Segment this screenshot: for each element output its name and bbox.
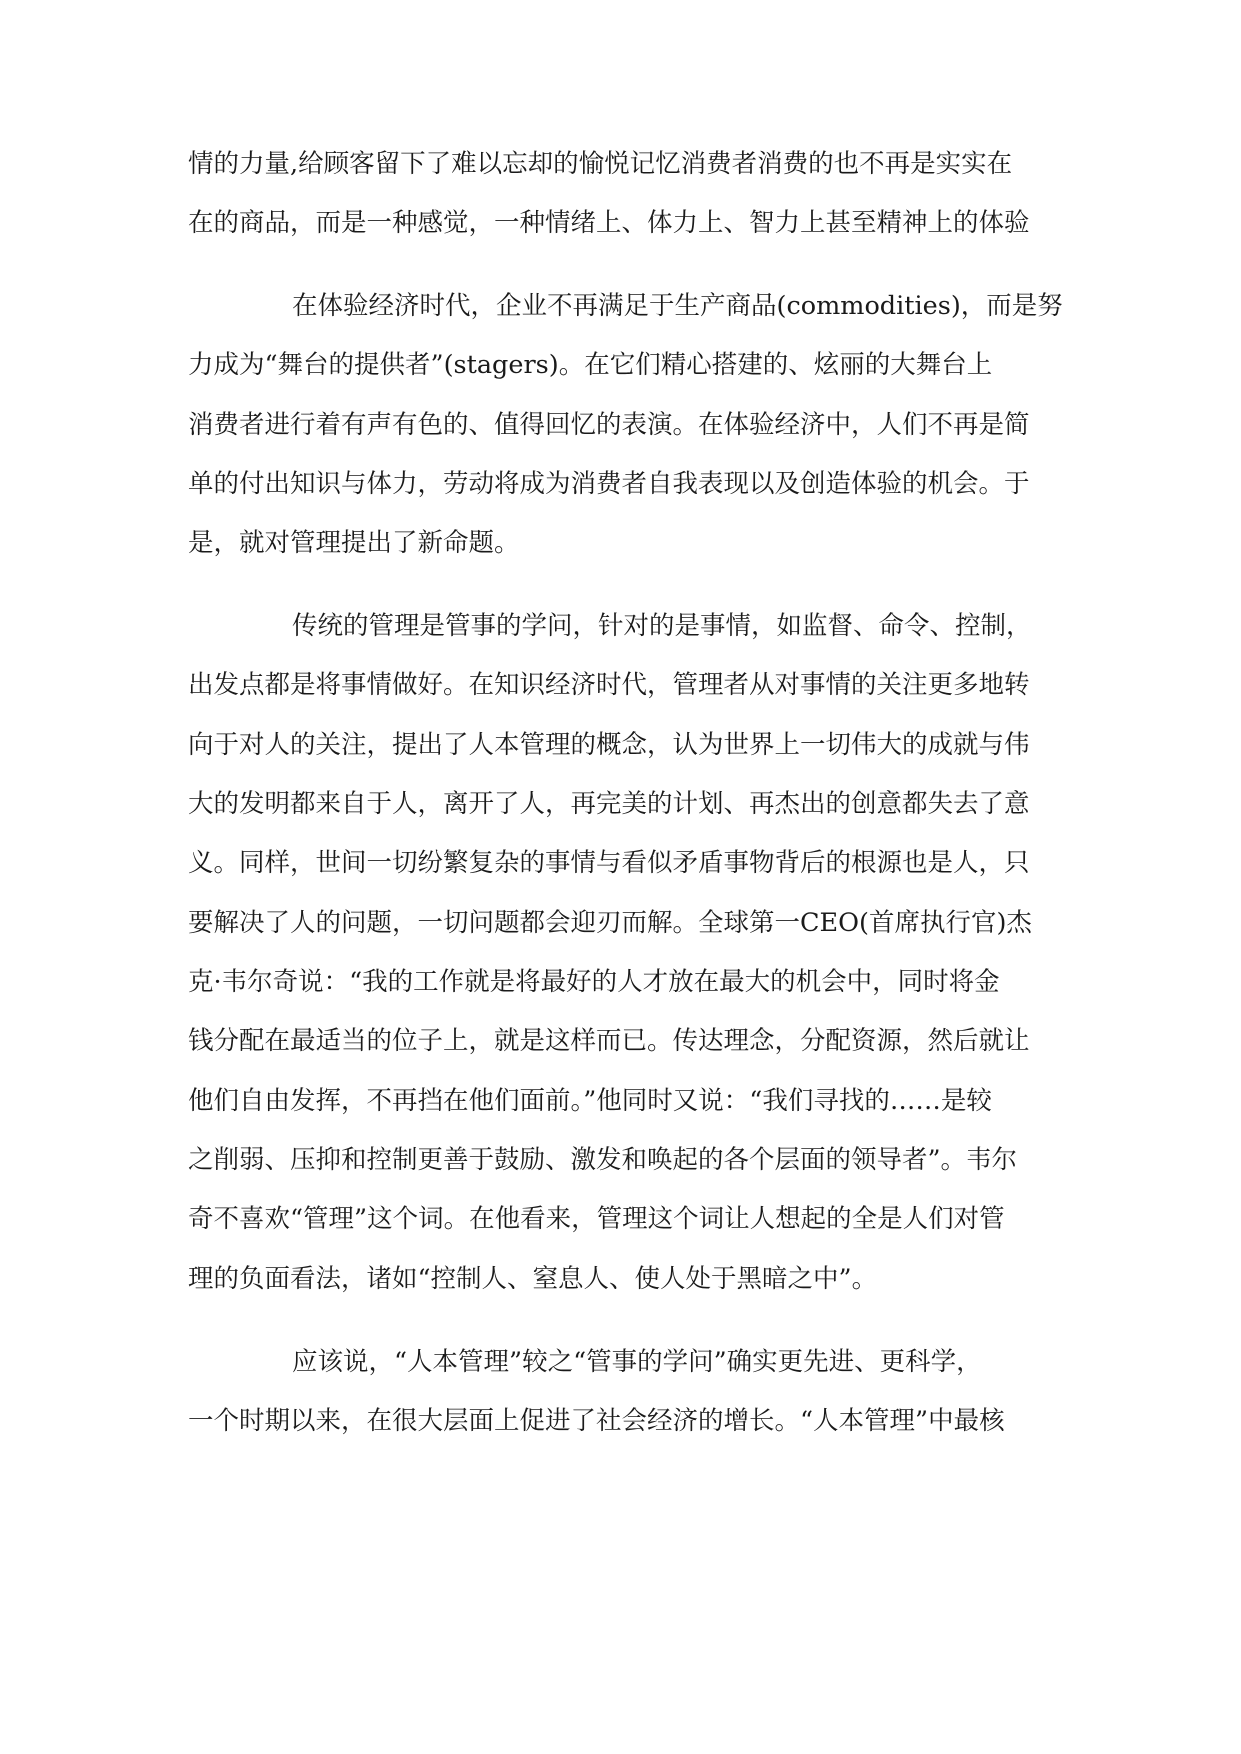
paragraph-line: 要解决了人的问题，一切问题都会迎刃而解。全球第一CEO(首席执行官)杰 bbox=[188, 908, 1032, 938]
paragraph-line: 大的发明都来自于人，离开了人，再完美的计划、再杰出的创意都失去了意 bbox=[188, 789, 1030, 819]
paragraph-line: 是，就对管理提出了新命题。 bbox=[188, 528, 520, 558]
paragraph-line: 消费者进行着有声有色的、值得回忆的表演。在体验经济中，人们不再是简 bbox=[188, 410, 1030, 440]
paragraph-line: 在的商品，而是一种感觉，一种情绪上、体力上、智力上甚至精神上的体验 bbox=[188, 208, 1030, 238]
paragraph-line: 他们自由发挥，不再挡在他们面前。”他同时又说：“我们寻找的……是较 bbox=[188, 1086, 992, 1116]
paragraph-line: 出发点都是将事情做好。在知识经济时代，管理者从对事情的关注更多地转 bbox=[188, 670, 1030, 700]
paragraph-line: 一个时期以来，在很大层面上促进了社会经济的增长。“人本管理”中最核 bbox=[188, 1406, 1005, 1436]
paragraph-line: 在体验经济时代，企业不再满足于生产商品(commodities)，而是努 bbox=[292, 291, 1063, 321]
paragraph-line: 克·韦尔奇说：“我的工作就是将最好的人才放在最大的机会中，同时将金 bbox=[188, 967, 1000, 997]
paragraph-line: 应该说，“人本管理”较之“管事的学问”确实更先进、更科学， bbox=[292, 1347, 982, 1377]
paragraph-line: 理的负面看法，诸如“控制人、窒息人、使人处于黑暗之中”。 bbox=[188, 1264, 878, 1294]
paragraph-line: 单的付出知识与体力，劳动将成为消费者自我表现以及创造体验的机会。于 bbox=[188, 469, 1030, 499]
paragraph-line: 钱分配在最适当的位子上，就是这样而已。传达理念，分配资源，然后就让 bbox=[188, 1026, 1030, 1056]
paragraph-line: 向于对人的关注，提出了人本管理的概念，认为世界上一切伟大的成就与伟 bbox=[188, 730, 1030, 760]
paragraph-line: 力成为“舞台的提供者”(stagers)。在它们精心搭建的、炫丽的大舞台上 bbox=[188, 350, 993, 380]
paragraph-line: 传统的管理是管事的学问，针对的是事情，如监督、命令、控制， bbox=[292, 611, 1032, 641]
paragraph-line: 奇不喜欢“管理”这个词。在他看来，管理这个词让人想起的全是人们对管 bbox=[188, 1204, 1005, 1234]
paragraph-line: 之削弱、压抑和控制更善于鼓励、激发和唤起的各个层面的领导者”。韦尔 bbox=[188, 1145, 1018, 1175]
paragraph-line: 情的力量,给顾客留下了难以忘却的愉悦记忆消费者消费的也不再是实实在 bbox=[188, 149, 1013, 179]
paragraph-line: 义。同样，世间一切纷繁复杂的事情与看似矛盾事物背后的根源也是人，只 bbox=[188, 848, 1030, 878]
